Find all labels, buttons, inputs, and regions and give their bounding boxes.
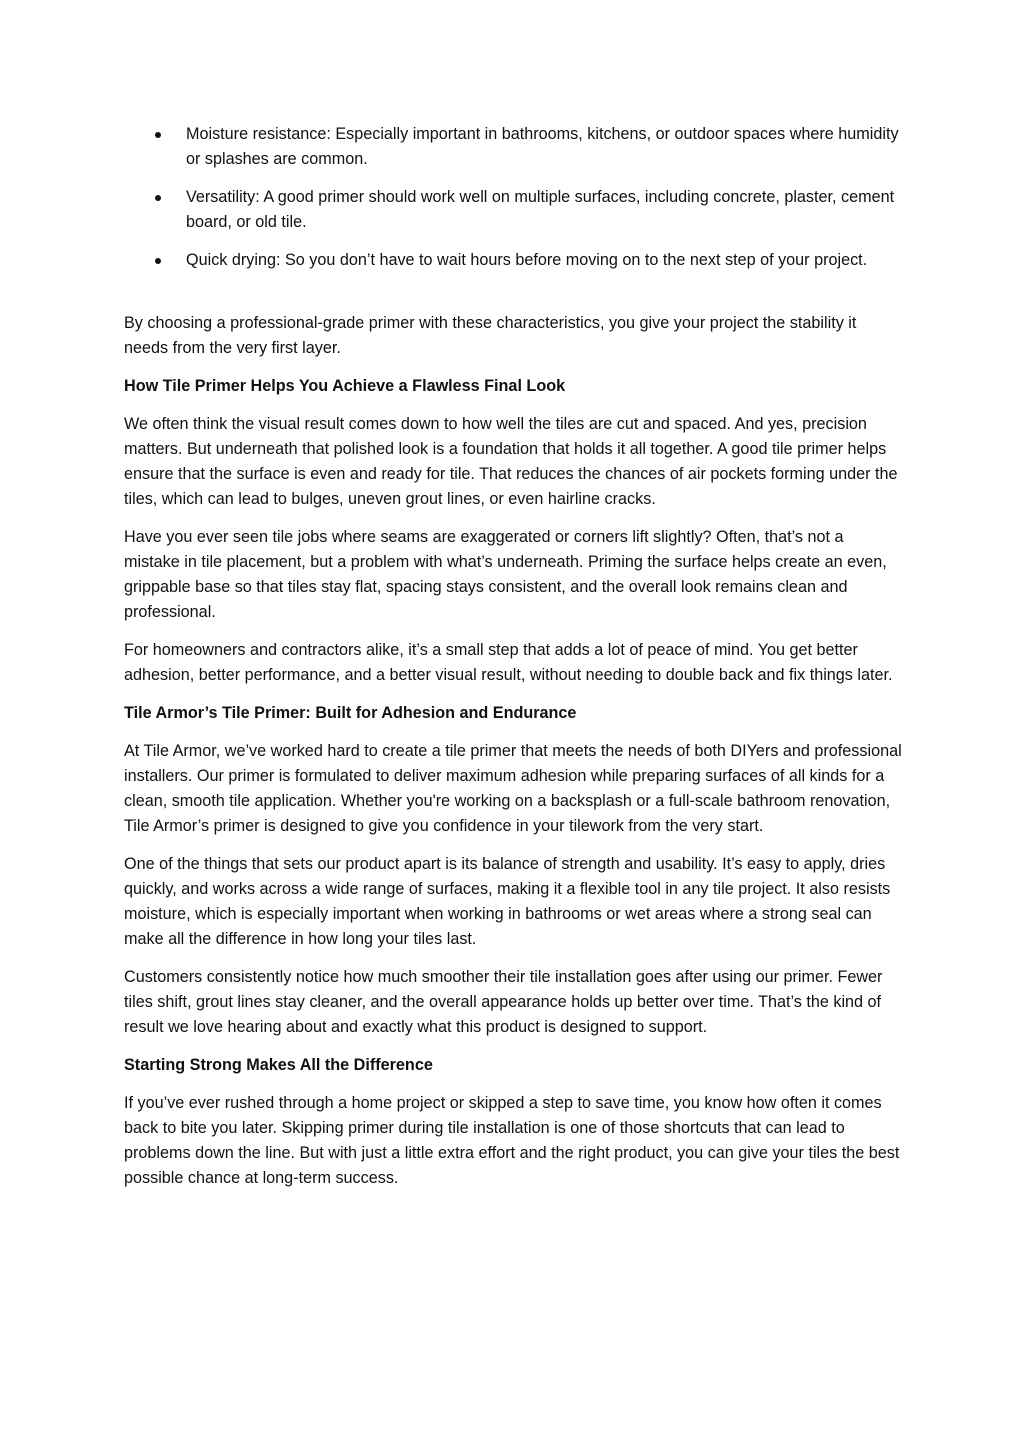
paragraph: One of the things that sets our product apart is its balance of strength and usability. It’s easy to apply, dries quickly, and works across a wide range of surfaces, making it a flexible tool in any tile project. It also resists moisture, which is especially important when working in bathrooms or wet areas where a strong seal can make all the difference in how long your tiles last. [124, 855, 891, 948]
bullet-text: Versatility: A good primer should work well on multiple surfaces, including concrete, plaster, cement board, or old tile. [186, 188, 895, 231]
bullet-list [124, 122, 902, 273]
bullet-icon [155, 132, 161, 138]
paragraph: We often think the visual result comes down to how well the tiles are cut and spaced. And yes, precision matters. But underneath that polished look is a foundation that holds it all together. A good tile primer helps ensure that the surface is even and ready for tile. That reduces the chances of air pockets forming under the tiles, which can lead to bulges, uneven grout lines, or even hairline cracks. [124, 415, 898, 508]
section-heading: Starting Strong Makes All the Difference [124, 1056, 433, 1074]
bullet-icon [155, 258, 161, 264]
paragraph: At Tile Armor, we’ve worked hard to create a tile primer that meets the needs of both DIYers and professional installers. Our primer is formulated to deliver maximum adhesion while preparing surfaces of all kinds for a clean, smooth tile application. Whether you're working on a backsplash or a full-scale bathroom renovation, Tile Armor’s primer is designed to give you confidence in your tilework from the very start. [124, 742, 902, 835]
list-item [124, 248, 902, 273]
paragraph: Customers consistently notice how much smoother their tile installation goes after using our primer. Fewer tiles shift, grout lines stay cleaner, and the overall appearance holds up better over time. That’s the kind of result we love hearing about and exactly what this product is designed to support. [124, 968, 883, 1036]
document-body [124, 122, 902, 1204]
intro-paragraph: By choosing a professional-grade primer with these characteristics, you give your project the stability it needs from the very first layer. [124, 314, 857, 357]
bullet-icon [155, 195, 161, 201]
section-heading: Tile Armor’s Tile Primer: Built for Adhesion and Endurance [124, 704, 577, 722]
paragraph: Have you ever seen tile jobs where seams are exaggerated or corners lift slightly? Often, that’s not a mistake in tile placement, but a problem with what’s underneath. Priming the surface helps create an even, grippable base so that tiles stay flat, spacing stays consistent, and the overall look remains clean and professional. [124, 528, 887, 621]
list-item [124, 122, 902, 172]
paragraph: For homeowners and contractors alike, it’s a small step that adds a lot of peace of mind. You get better adhesion, better performance, and a better visual result, without needing to double back and fix things later. [124, 641, 893, 684]
section-heading: How Tile Primer Helps You Achieve a Flawless Final Look [124, 377, 566, 395]
bullet-text: Moisture resistance: Especially important in bathrooms, kitchens, or outdoor spaces where humidity or splashes are common. [186, 125, 899, 168]
list-item [124, 185, 902, 235]
bullet-text: Quick drying: So you don’t have to wait hours before moving on to the next step of your project. [186, 251, 868, 269]
paragraph: If you’ve ever rushed through a home project or skipped a step to save time, you know how often it comes back to bite you later. Skipping primer during tile installation is one of those shortcuts that can lead to problems down the line. But with just a little extra effort and the right product, you can give your tiles the best possible chance at long-term success. [124, 1094, 900, 1187]
